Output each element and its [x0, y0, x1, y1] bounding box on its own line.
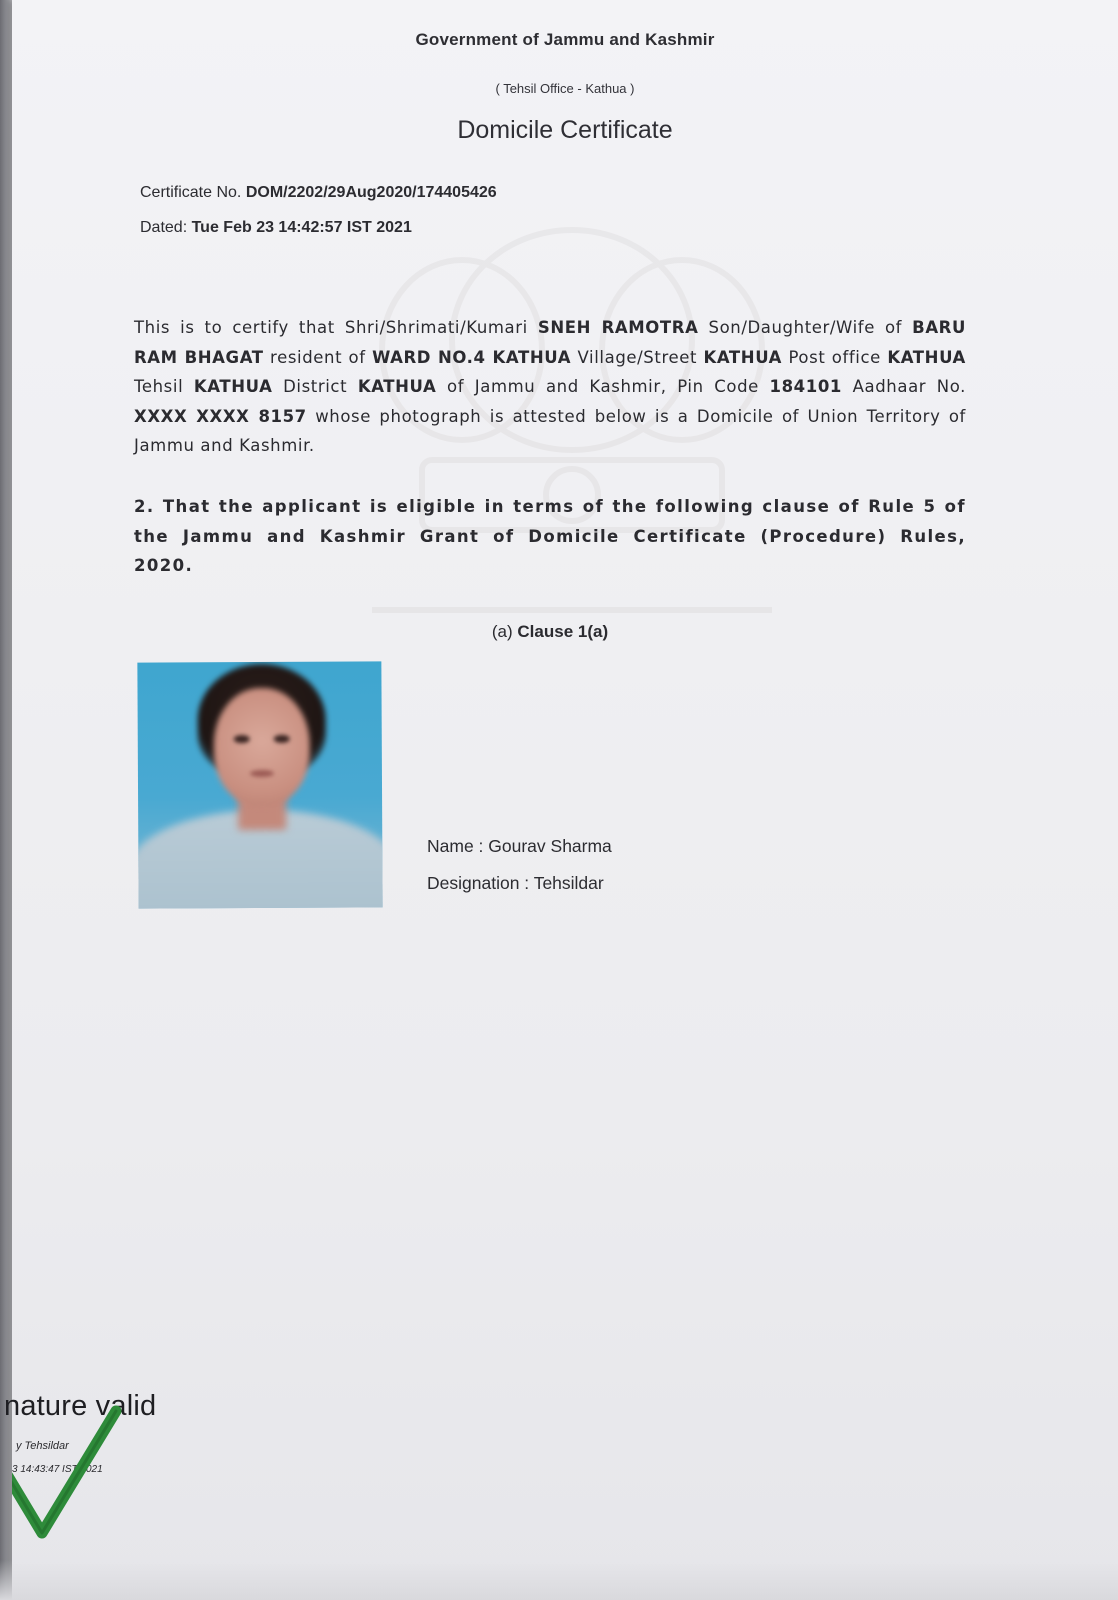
post-office-value: KATHUA	[887, 347, 966, 367]
tehsil-value: KATHUA	[193, 377, 273, 396]
tehsil-label: Tehsil	[134, 377, 184, 396]
certificate-sheet	[4, 0, 1118, 1600]
signature-signer-fragment: y Tehsildar	[16, 1440, 69, 1452]
applicant-photo	[137, 661, 382, 908]
signature-date-fragment: 3 14:43:47 IST 2021	[12, 1464, 103, 1475]
ward-value: WARD NO.4 KATHUA	[372, 347, 572, 367]
applicant-name: SNEH RAMOTRA	[537, 318, 699, 337]
village-label: Village/Street	[577, 347, 698, 367]
signature-status-text: nature valid	[4, 1390, 157, 1422]
certify-intro-text: This is to certify that Shri/Shrimati/Kumari	[134, 318, 528, 337]
clause-value: Clause 1(a)	[517, 622, 609, 641]
state-pin-label: of Jammu and Kashmir, Pin Code	[447, 377, 759, 396]
certificate-date-line	[140, 219, 412, 237]
clause-line	[12, 622, 1088, 642]
checkmark-icon	[12, 1405, 142, 1545]
office-subheading: ( Tehsil Office - Kathua )	[495, 81, 635, 96]
aadhaar-value: XXXX XXXX 8157	[134, 406, 307, 426]
certificate-number-label: Certificate No.	[140, 184, 242, 201]
officer-designation: Designation : Tehsildar	[427, 873, 604, 893]
clause-prefix: (a)	[491, 622, 513, 641]
pin-code-value: 184101	[769, 377, 842, 396]
officer-name: Name : Gourav Sharma	[427, 836, 612, 856]
page-bottom-shadow	[0, 1560, 1118, 1600]
certificate-number-line	[140, 184, 497, 202]
relation-text: Son/Daughter/Wife of	[708, 318, 903, 337]
village-value: KATHUA	[703, 347, 783, 367]
certify-closing-text: whose photograph is attested below is a Domicile of Union Territory of Jammu and Kashmir.	[134, 406, 966, 455]
district-value: KATHUA	[357, 377, 437, 396]
government-heading: Government of Jammu and Kashmir	[415, 30, 715, 49]
certificate-date-value: Tue Feb 23 14:42:57 IST 2021	[191, 219, 412, 236]
resident-of-text: resident of	[270, 347, 366, 367]
document-title: Domicile Certificate	[457, 116, 673, 144]
post-office-label: Post office	[788, 347, 881, 367]
eligibility-paragraph: 2. That the applicant is eligible in terms of the following clause of Rule 5 of the Jammu and Kashmir Grant of Domicile Certificate (Procedure) Rules, 2020.	[134, 497, 966, 575]
certification-paragraph	[134, 313, 966, 461]
certificate-date-label: Dated:	[140, 219, 188, 236]
district-label: District	[283, 377, 348, 396]
parent-name: BARU RAM BHAGAT	[134, 318, 966, 367]
aadhaar-label: Aadhaar No.	[852, 377, 966, 396]
certificate-number-value: DOM/2202/29Aug2020/174405426	[245, 184, 497, 201]
